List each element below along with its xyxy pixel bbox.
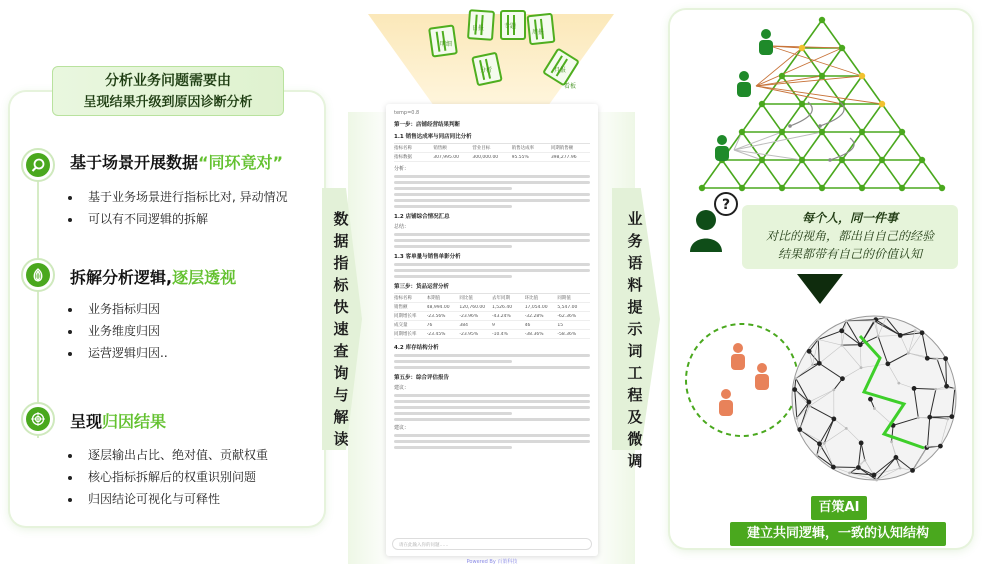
doc-section-1-1: 1.1 销售达成率与同店同比分析 — [394, 134, 472, 140]
lattice-node — [819, 129, 825, 135]
svg-text:?: ? — [721, 197, 731, 213]
lattice-node — [739, 129, 745, 135]
list-item: 业务指标归因 — [66, 298, 168, 320]
lattice-edge — [782, 104, 802, 132]
sphere-node — [872, 473, 877, 478]
slogan-badge: 建立共同逻辑，一致的认知结构 — [730, 522, 946, 546]
sphere-node — [848, 471, 851, 474]
search-icon — [21, 148, 55, 182]
lattice-edge — [902, 132, 922, 160]
sphere-node — [885, 316, 888, 319]
doc-step5: 第五步：综合评估报告 — [394, 375, 450, 381]
target-icon — [21, 402, 55, 436]
lattice-edge — [842, 104, 862, 132]
section-bullets-decompose — [66, 298, 168, 364]
doc-analysis-label: 分析： — [394, 166, 410, 172]
sphere-node — [898, 333, 903, 338]
lattice-edge — [802, 132, 822, 160]
sphere-node — [914, 329, 917, 332]
left-vertical-label: 数据指标快速查询与解读 — [333, 210, 349, 448]
book-label: 周报 — [532, 29, 545, 36]
doc-temp: temp=0.8 — [394, 110, 420, 116]
doc-step1: 第一步：店铺经营结果判断 — [394, 122, 461, 128]
lattice-edge — [842, 48, 862, 76]
lattice-edge — [722, 160, 742, 188]
timeline-line — [37, 168, 39, 438]
sphere-node — [839, 328, 844, 333]
lattice-edge — [762, 104, 782, 132]
sphere-node — [823, 442, 826, 445]
book-label: 月报 — [554, 67, 567, 74]
lattice-edge — [882, 160, 902, 188]
lattice-node — [779, 185, 785, 191]
sphere-node — [949, 414, 954, 419]
lattice-edge — [862, 132, 882, 160]
sphere-node — [897, 382, 900, 385]
lattice-edge — [782, 160, 802, 188]
sphere-node — [868, 397, 873, 402]
sphere-node — [947, 417, 950, 420]
lattice-edge — [822, 104, 842, 132]
section-bullets-scenario — [66, 186, 288, 230]
sphere-node — [807, 400, 812, 405]
sphere-node — [899, 467, 902, 470]
right-vertical-label: 业务语料提示词工程及微调 — [627, 210, 643, 470]
analysis-document — [386, 104, 598, 556]
sphere-node — [953, 387, 956, 390]
sphere-node — [925, 356, 930, 361]
book-label: 明细 — [440, 41, 453, 48]
section-title-result: 呈现归因结果 — [70, 412, 167, 431]
lattice-edge — [822, 20, 842, 48]
lattice-edge — [862, 104, 882, 132]
sight-line — [756, 76, 862, 86]
onion-icon — [21, 258, 55, 292]
lattice-node — [899, 129, 905, 135]
questioning-person-icon — [686, 190, 746, 254]
list-item: 基于业务场景进行指标比对, 异动情况 — [66, 186, 288, 208]
lattice-edge — [802, 20, 822, 48]
sphere-node — [860, 366, 863, 369]
sphere-node — [885, 361, 890, 366]
brand-badge: 百策AI — [811, 496, 867, 520]
sphere-node — [938, 444, 943, 449]
lattice-edge — [822, 132, 842, 160]
sphere-node — [831, 417, 836, 422]
book-label: 分析 — [480, 67, 493, 74]
sphere-node — [936, 358, 939, 361]
lattice-edge — [862, 160, 882, 188]
lattice-edge — [702, 160, 722, 188]
sphere-node — [832, 388, 835, 391]
lattice-edge — [802, 160, 822, 188]
lattice-edge — [742, 104, 762, 132]
lattice-edge — [822, 160, 842, 188]
doc-eval-label: 建议： — [394, 385, 410, 391]
book-labels — [420, 6, 590, 98]
person-icon — [715, 146, 729, 161]
sight-line — [734, 132, 822, 150]
sphere-node — [912, 386, 917, 391]
sphere-node — [875, 479, 878, 482]
sphere-network — [786, 294, 962, 504]
sphere-node — [877, 335, 880, 338]
arrow-head — [818, 124, 822, 128]
doc-section-4-2: 4.2 库存结构分析 — [394, 345, 439, 351]
lattice-node — [859, 73, 865, 79]
sphere-node — [944, 384, 949, 389]
lattice-node — [799, 101, 805, 107]
speech-bubble: 每个人，同一件事 对比的视角，都出自自己的经验 结果都带有自己的价值认知 — [742, 205, 958, 269]
sphere-node — [794, 377, 797, 380]
sphere-node — [910, 468, 915, 473]
person-icon — [759, 40, 773, 55]
sphere-node — [797, 427, 802, 432]
list-item: 可以有不同逻辑的拆解 — [66, 208, 288, 230]
lattice-node — [799, 45, 805, 51]
sight-line — [770, 46, 862, 76]
left-panel-title — [52, 66, 284, 116]
lattice-node — [759, 101, 765, 107]
doc-table-2: 指标名称 本期值 同比值 去年同期 环比值 同期值 销售额 48,994.00 120,760.00 1,526.40 17,054.00 5,547.00 同期增长率 -23.56% -23.96% -43.24% -32.28% -62.36% 成交量 76 384 9 46 15 同期增长率 -23.45% -23.95% -10.4% -38.36% -58.36% — [394, 293, 590, 339]
list-item: 归因结论可视化与可释性 — [66, 488, 268, 510]
lattice-node — [839, 45, 845, 51]
sphere-node — [920, 330, 925, 335]
sphere-node — [943, 356, 948, 361]
sphere-node — [817, 441, 822, 446]
sphere-node — [890, 440, 893, 443]
sphere-node — [815, 454, 818, 457]
section-title-scenario: 基于场景开展数据“同环竟对” — [70, 153, 284, 172]
sphere-node — [817, 361, 822, 366]
lattice-node — [779, 129, 785, 135]
lattice-edge — [762, 160, 782, 188]
lattice-edge — [862, 76, 882, 104]
lattice-node — [799, 157, 805, 163]
list-item: 运营逻辑归因.. — [66, 342, 168, 364]
sphere-node — [873, 407, 876, 410]
doc-summary-label: 总结： — [394, 224, 410, 230]
sphere-node — [856, 465, 861, 470]
lattice-node — [939, 185, 945, 191]
triangle-network — [690, 14, 960, 204]
doc-step3: 第三步：货品运营分析 — [394, 284, 450, 290]
sphere-node — [795, 417, 798, 420]
lattice-node — [819, 17, 825, 23]
sphere-node — [811, 363, 814, 366]
person-icon — [737, 82, 751, 97]
lattice-edge — [762, 76, 782, 104]
lattice-node — [879, 157, 885, 163]
sphere-node — [841, 344, 844, 347]
doc-table-1: 指标名称 销售额 营业目标 销售达成率 同期销售额 指标数据 307,995.00 300,000.00 95.55% 398,277.96 — [394, 143, 590, 162]
sphere-node — [894, 455, 899, 460]
person-icon — [761, 29, 771, 39]
book-label: 日报 — [472, 25, 485, 32]
sphere-node — [873, 320, 876, 323]
lattice-node — [779, 73, 785, 79]
sight-line — [756, 86, 882, 104]
doc-section-1-3: 1.3 客单量与销售单影分析 — [394, 254, 461, 260]
sphere-node — [934, 388, 937, 391]
list-item: 业务维度归因 — [66, 320, 168, 342]
book-label: 看板 — [564, 83, 577, 90]
lattice-node — [879, 101, 885, 107]
lattice-node — [819, 185, 825, 191]
sphere-node — [859, 441, 864, 446]
sphere-node — [817, 338, 820, 341]
sphere-node — [845, 427, 848, 430]
lattice-edge — [842, 132, 862, 160]
lattice-edge — [902, 160, 922, 188]
lattice-node — [859, 129, 865, 135]
doc-suggest-label: 建议： — [394, 425, 410, 431]
sphere-node — [831, 465, 836, 470]
section-title-decompose: 拆解分析逻辑,逐层透视 — [70, 268, 237, 287]
sphere-node — [808, 405, 811, 408]
lattice-edge — [822, 76, 842, 104]
book-label: 专题 — [504, 23, 517, 30]
lattice-node — [819, 73, 825, 79]
list-item: 逐层输出占比、绝对值、贡献权重 — [66, 444, 268, 466]
sphere-node — [858, 342, 863, 347]
lattice-edge — [882, 132, 902, 160]
sphere-node — [863, 459, 866, 462]
sphere-node — [792, 387, 797, 392]
lattice-node — [899, 185, 905, 191]
section-bullets-result — [66, 444, 268, 510]
sphere-node — [907, 352, 910, 355]
left-title-line2: 呈现结果升级到原因诊断分析 — [83, 95, 253, 110]
lattice-node — [759, 157, 765, 163]
lattice-edge — [922, 160, 942, 188]
lattice-edge — [842, 160, 862, 188]
sphere-node — [927, 415, 932, 420]
powered-by: Powered By 百策科技 — [466, 559, 518, 565]
arrow-head — [828, 158, 832, 162]
doc-section-1-2: 1.2 店铺综合情况汇总 — [394, 214, 450, 220]
sphere-node — [807, 349, 812, 354]
sphere-node — [926, 445, 929, 448]
chat-input[interactable]: 请在此输入你的问题…… — [392, 538, 592, 550]
sphere-node — [845, 320, 848, 323]
person-icon — [739, 71, 749, 81]
arrow-head — [788, 124, 792, 128]
left-title-line1: 分析业务问题需要由 — [105, 73, 231, 89]
sphere-node — [840, 376, 845, 381]
sphere-node — [917, 416, 920, 419]
lattice-node — [919, 157, 925, 163]
lattice-node — [859, 185, 865, 191]
person-icon — [717, 135, 727, 145]
list-item: 核心指标拆解后的权重识别问题 — [66, 466, 268, 488]
lattice-edge — [882, 104, 902, 132]
lattice-node — [839, 157, 845, 163]
lattice-edge — [742, 160, 762, 188]
